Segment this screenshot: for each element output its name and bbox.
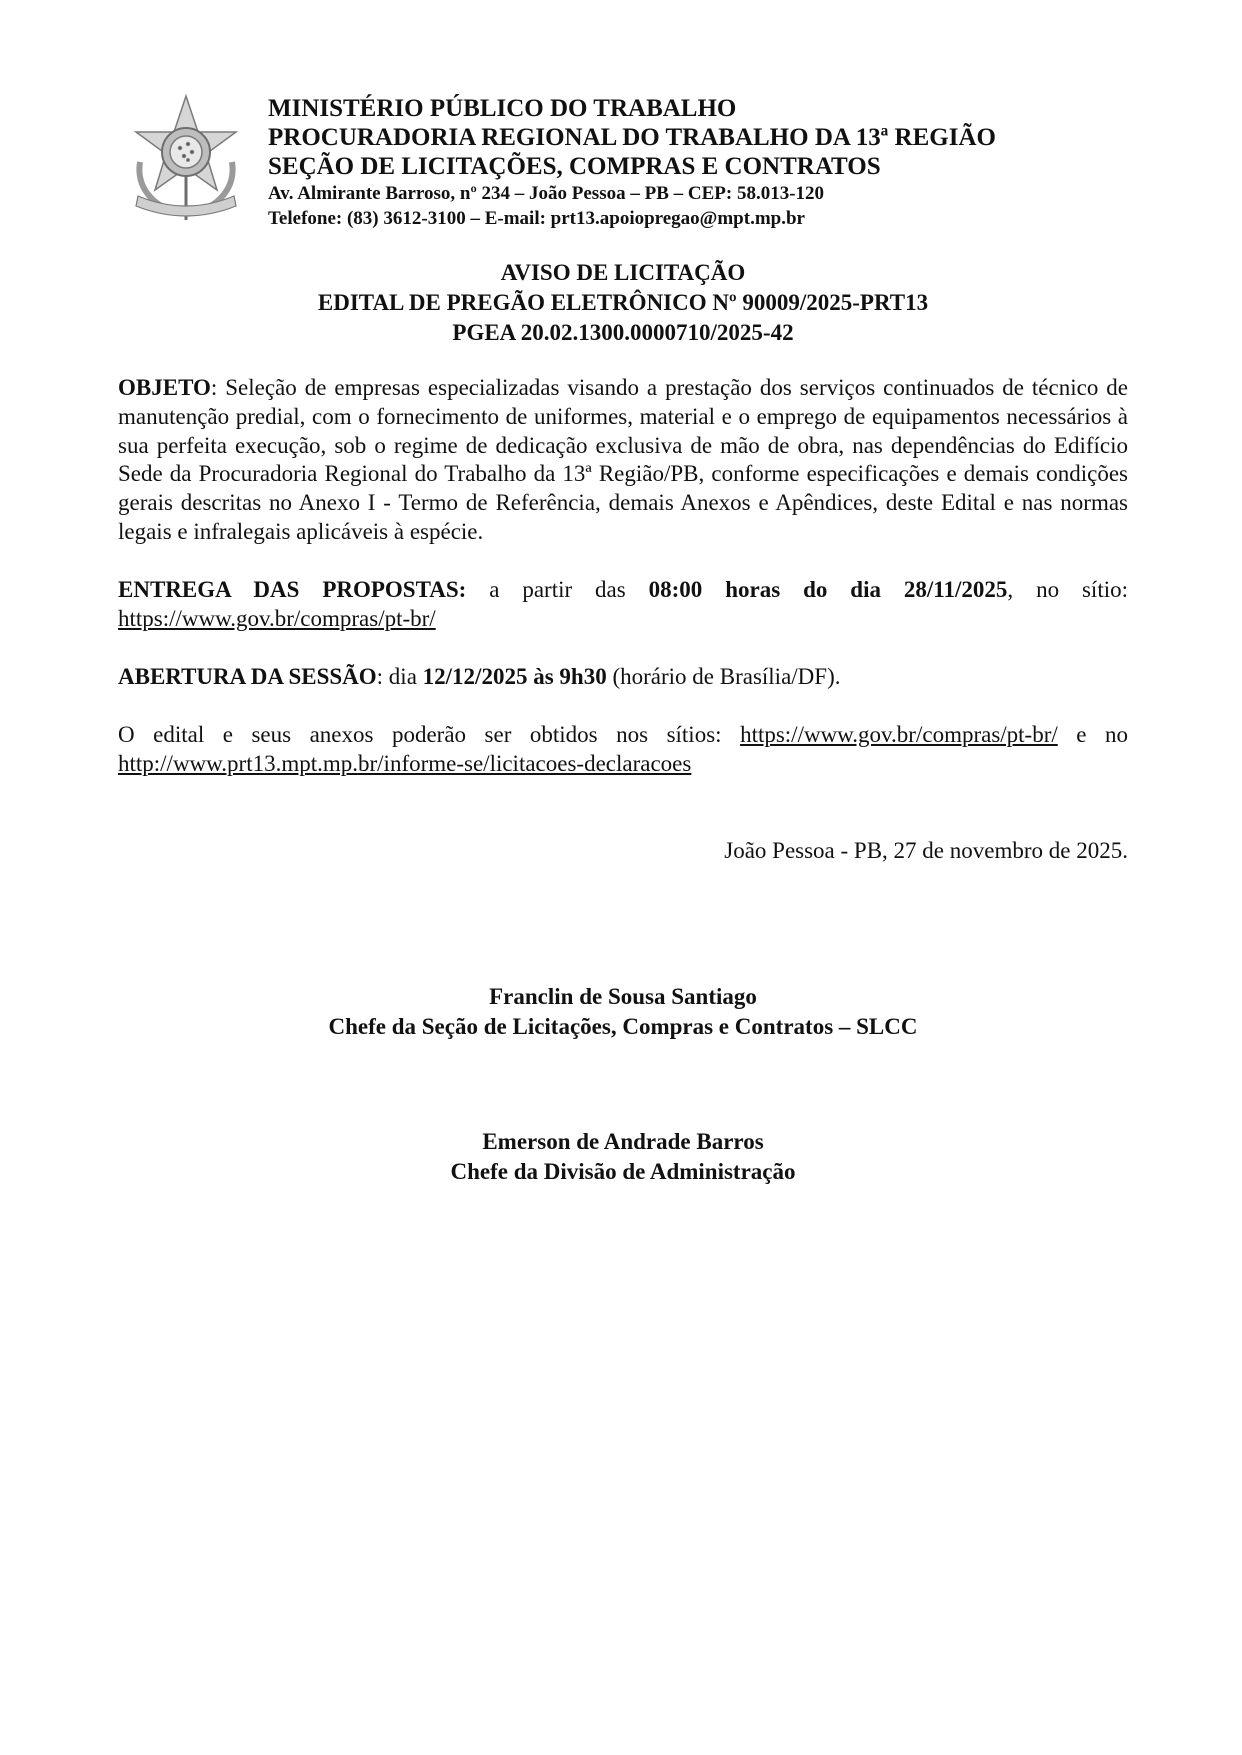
entrega-text-before: a partir das [466,577,649,602]
abertura-datetime: 12/12/2025 às 9h30 [422,664,607,689]
signature-block [118,982,1128,1042]
letterhead [118,88,1128,238]
edital-link-1[interactable]: https://www.gov.br/compras/pt-br/ [740,722,1058,747]
edital-text-before: O edital e seus anexos poderão ser obtidos nos sítios: [118,722,741,747]
letterhead-text [268,94,1128,231]
entrega-label: ENTREGA DAS PROPOSTAS: [118,577,467,602]
coat-of-arms-icon [118,92,254,228]
date-place: João Pessoa - PB, 27 de novembro de 2025. [724,838,1128,863]
address-line: Av. Almirante Barroso, nº 234 – João Pessoa – PB – CEP: 58.013-120 [268,183,825,204]
title-line-1: AVISO DE LICITAÇÃO [500,260,746,285]
org-name: MINISTÉRIO PÚBLICO DO TRABALHO [268,95,737,122]
entrega-link[interactable]: https://www.gov.br/compras/pt-br/ [118,605,436,631]
signatory-name: Emerson de Andrade Barros [482,1129,764,1154]
entrega-datetime: 08:00 horas do dia 28/11/2025 [648,577,1008,602]
edital-text-mid: e no [1057,722,1129,747]
signatory-name: Franclin de Sousa Santiago [489,984,757,1009]
contact-line: Telefone: (83) 3612-3100 – E-mail: prt13.apoiopregao@mpt.mp.br [268,208,805,229]
objeto-paragraph [118,374,1128,547]
title-line-3: PGEA 20.02.1300.0000710/2025-42 [452,320,794,345]
entrega-paragraph [118,576,1128,634]
edital-link-2[interactable]: http://www.prt13.mpt.mp.br/informe-se/licitacoes-declaracoes [118,750,692,776]
signatory-role: Chefe da Seção de Licitações, Compras e Contratos – SLCC [328,1014,918,1039]
objeto-text: : Seleção de empresas especializadas visando a prestação dos serviços continuados de técnico de manutenção predial, com o fornecimento de uniformes, material e o emprego de equipamentos necessários à sua perfeita execução, sob o regime de dedicação exclusiva de mão de obra, nas dependências do Edifício Sede da Procuradoria Regional do Trabalho da 13ª Região/PB, conforme especificações e demais condições gerais descritas no Anexo I - Termo de Referência, demais Anexos e Apêndices, deste Edital e nas normas legais e infralegais aplicáveis à espécie. [118,375,1128,544]
section-name: SEÇÃO DE LICITAÇÕES, COMPRAS E CONTRATOS [268,153,881,180]
signatory-role: Chefe da Divisão de Administração [450,1159,796,1184]
signature-block [118,1127,1128,1187]
abertura-label: ABERTURA DA SESSÃO [118,664,377,689]
abertura-paragraph [118,663,1128,692]
edital-paragraph [118,721,1128,779]
title-line-2: EDITAL DE PREGÃO ELETRÔNICO Nº 90009/2025-PRT13 [317,290,929,315]
regional-office: PROCURADORIA REGIONAL DO TRABALHO DA 13ª REGIÃO [268,124,996,151]
notice-title [118,258,1128,348]
entrega-text-after: , no sítio: [1007,577,1128,602]
abertura-text-before: : dia [376,664,423,689]
objeto-label: OBJETO [118,375,211,400]
abertura-text-after: (horário de Brasília/DF). [606,664,841,689]
